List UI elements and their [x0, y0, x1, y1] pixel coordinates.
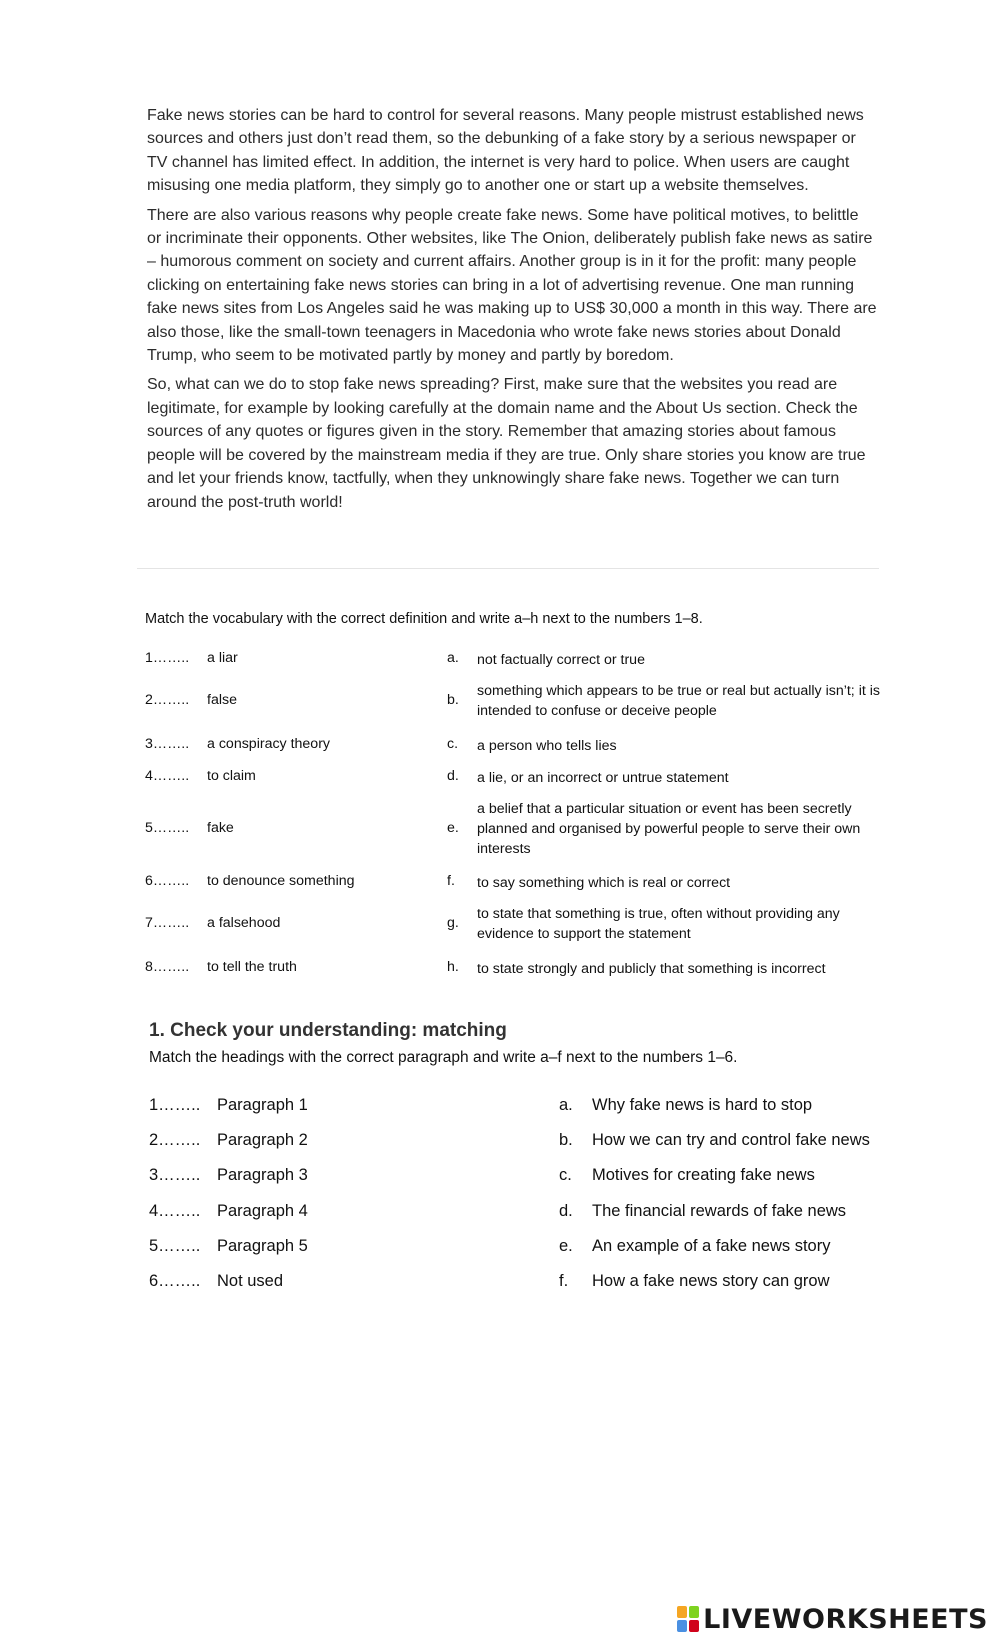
definition-text: to say something which is real or correct — [477, 875, 731, 891]
heading-text: How we can try and control fake news — [592, 1131, 870, 1149]
definition-letter: d. — [447, 768, 459, 784]
paragraph-3: So, what can we do to stop fake news spreading? First, make sure that the websites you read are legitimate, for example by looking carefully at the domain name and the About Us section. Check the sources of any quotes or figures given in the story. Remember that amazing stories about famous people will be covered by the mainstream media if they are true. Only share stories you know are true and let your friends know, tactfully, when they unknowingly share fake news. Together we can turn around the post-truth world! — [147, 376, 866, 511]
matching-number[interactable]: 4…….. — [149, 1202, 201, 1220]
definition-letter: b. — [447, 692, 459, 708]
vocab-number[interactable]: 6…….. — [145, 873, 190, 889]
vocab-word: a falsehood — [207, 915, 281, 931]
matching-number[interactable]: 2…….. — [149, 1131, 201, 1149]
heading-text: How a fake news story can grow — [592, 1272, 830, 1290]
vocab-number[interactable]: 7…….. — [145, 915, 190, 931]
matching-number[interactable]: 5…….. — [149, 1237, 201, 1255]
definition-letter: f. — [447, 873, 455, 889]
matching-instruction: Match the headings with the correct paragraph and write a–f next to the numbers 1–6. — [149, 1049, 738, 1066]
vocab-word: false — [207, 692, 237, 708]
paragraph-2: There are also various reasons why people create fake news. Some have political motives, to belittle or incriminate their opponents. Other websites, like The Onion, deliberately publish fake news as satire – humorous comment on society and current affairs. Another group is in it for the profit: many people clicking on entertaining fake news stories can bring in a lot of advertising revenue. One man running fake news sites from Los Angeles said he was making up to US$ 30,000 a month in this way. There are also those, like the small-town teenagers in Macedonia who wrote fake news stories about Donald Trump, who seem to be motivated partly by money and partly by boredom. — [147, 206, 877, 365]
vocabulary-instruction: Match the vocabulary with the correct definition and write a–h next to the numbers 1–8. — [145, 611, 703, 627]
matching-row — [149, 1272, 889, 1296]
paragraph-1: Fake news stories can be hard to control for several reasons. Many people mistrust established news sources and others just don’t read them, so the debunking of a fake story by a serious newspaper or TV channel has limited effect. In addition, the internet is very hard to police. When users are caught misusing one media platform, they simply go to another one or start up a website themselves. — [147, 107, 864, 195]
vocab-number[interactable]: 2…….. — [145, 692, 190, 708]
paragraph-label: Paragraph 2 — [217, 1131, 308, 1149]
paragraph-label: Paragraph 4 — [217, 1202, 308, 1220]
liveworksheets-logo-icon — [676, 1604, 700, 1634]
paragraph-label: Paragraph 5 — [217, 1237, 308, 1255]
definition-text: a belief that a particular situation or event has been secretly planned and organised by powerful people to serve their own interests — [477, 801, 861, 857]
vocab-number[interactable]: 8…….. — [145, 959, 190, 975]
heading-letter: d. — [559, 1202, 573, 1220]
definition-letter: a. — [447, 650, 459, 666]
heading-letter: b. — [559, 1131, 573, 1149]
definition-letter: e. — [447, 820, 459, 836]
definition-letter: g. — [447, 915, 459, 931]
definition-text: to state strongly and publicly that something is incorrect — [477, 961, 826, 977]
heading-text: The financial rewards of fake news — [592, 1202, 847, 1220]
section-heading: 1. Check your understanding: matching — [149, 1020, 507, 1041]
matching-number[interactable]: 6…….. — [149, 1272, 201, 1290]
matching-row — [149, 1166, 889, 1190]
liveworksheets-brand[interactable] — [676, 1601, 988, 1637]
heading-text: Motives for creating fake news — [592, 1166, 815, 1184]
paragraph-label: Not used — [217, 1272, 284, 1290]
definition-text: to state that something is true, often without providing any evidence to support the statement — [477, 906, 840, 942]
heading-letter: f. — [559, 1272, 569, 1290]
heading-letter: a. — [559, 1096, 573, 1114]
heading-letter: c. — [559, 1166, 572, 1184]
definition-letter: c. — [447, 736, 459, 752]
matching-row — [149, 1131, 889, 1155]
reading-passage — [147, 104, 877, 520]
vocab-word: to denounce something — [207, 873, 355, 889]
vocab-word: to claim — [207, 768, 256, 784]
heading-letter: e. — [559, 1237, 573, 1255]
heading-text: Why fake news is hard to stop — [592, 1096, 813, 1114]
definition-text: a person who tells lies — [477, 738, 617, 754]
vocab-word: a conspiracy theory — [207, 736, 331, 752]
matching-number[interactable]: 1…….. — [149, 1096, 201, 1114]
matching-row — [149, 1202, 889, 1226]
matching-row — [149, 1237, 889, 1261]
matching-row — [149, 1096, 889, 1120]
definition-text: a lie, or an incorrect or untrue statement — [477, 770, 729, 786]
vocab-word: a liar — [207, 650, 238, 666]
paragraph-label: Paragraph 1 — [217, 1096, 308, 1114]
vocab-number[interactable]: 1…….. — [145, 650, 190, 666]
heading-text: An example of a fake news story — [592, 1237, 831, 1255]
paragraph-label: Paragraph 3 — [217, 1166, 308, 1184]
vocab-word: to tell the truth — [207, 959, 297, 975]
vocab-number[interactable]: 4…….. — [145, 768, 190, 784]
brand-name: LIVEWORKSHEETS — [703, 1603, 988, 1635]
matching-number[interactable]: 3…….. — [149, 1166, 201, 1184]
definition-text: something which appears to be true or real but actually isn’t; it is intended to confuse or deceive people — [477, 683, 880, 719]
definition-text: not factually correct or true — [477, 652, 645, 668]
vocab-number[interactable]: 3…….. — [145, 736, 190, 752]
section-divider — [137, 568, 879, 569]
vocab-number[interactable]: 5…….. — [145, 820, 190, 836]
definition-letter: h. — [447, 959, 459, 975]
vocab-word: fake — [207, 820, 234, 836]
